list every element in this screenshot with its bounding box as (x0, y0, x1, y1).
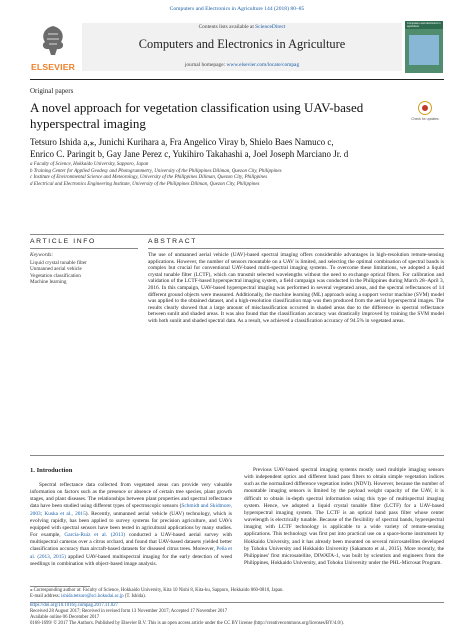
affiliation-b: b Training Center for Applied Geodesy and Photogrammetry, University of the Philippines Diliman, Quezon City, Philippines (30, 168, 282, 174)
check-for-updates-badge[interactable]: Check for updates (410, 101, 440, 129)
email-link[interactable]: ishida.tetsuro@sci.hokudai.ac.jp (61, 594, 124, 599)
abstract-end-divider (30, 455, 444, 456)
introduction-right-column: Previous UAV-based spectral imaging systems mostly used multiple imaging sensors with independent optics and different band pass filters to obtain simple vegetation indices such as the normalized difference vegetation index (NDVI). However, because the number of mountable imaging sensors is limited by the payload weight capacity of the UAV, it is difficult to obtain in-depth spectral information using this type of multispectral imaging system. Hence, we adopted a liquid crystal tunable filter (LCTF) for a UAV-based hyperspectral imaging system. The LCTF is an optical band pass filter whose center wavelength is electrically tunable. Because of the flexibility of spectral bands, hyperspectral imaging with LCTF technology is applicable to a wide variety of remote-sensing applications. This technology was first put into practical use on a space-borne instrument by Hokkaido University, and it has already been mounted on several microsatellites developed by Tohoku University and Hokkaido University (Sakamoto et al., 2015). More recently, the Philippines' first microsatellite, DIWATA-1, was built by scientists and engineers from the Philippines, Hokkaido University, and Tohoku University under the PHL-Microsat Program. (244, 467, 444, 567)
introduction-left-column (30, 482, 232, 568)
introduction-heading: 1. Introduction (30, 467, 73, 474)
intro-text-segment: Spectral reflectance data collected from vegetated areas can provide very valuable information on factors such as the presence or absence of certain tree species, plant growth stages, and plant diseases. The relationships between plant properties and spectral reflectance data have been studied using different types of spectroscopic sensors ( (30, 482, 232, 510)
affiliation-c: c Institute of Environmental Science and Meteorology, University of the Philippines Diliman, Quezon City, Philippines (30, 175, 268, 181)
journal-homepage: journal homepage: www.elsevier.com/locate/compag (184, 62, 300, 68)
authors-line-1: Tetsuro Ishida a,⁎, Junichi Kurihara a, Fra Angelico Viray b, Shielo Baes Namuco c, (30, 137, 334, 147)
journal-homepage-link[interactable]: www.elsevier.com/locate/compag (226, 62, 300, 68)
footnote-rule (30, 586, 90, 587)
elsevier-tree-icon (36, 22, 70, 56)
available-online: Available online 06 December 2017 (30, 615, 100, 620)
header-divider (30, 79, 444, 80)
affiliations (30, 162, 444, 188)
article-history (30, 603, 444, 627)
license-line: 0168-1699/ © 2017 The Authors. Published by Elsevier B.V. This is an open access article under the CC BY license (http://creativecommons.org/licenses/BY/4.0/). (30, 621, 345, 626)
authors-line-2: Enrico C. Paringit b, Gay Jane Perez c, Yukihiro Takahashi a, Joel Joseph Marciano Jr. d (30, 148, 349, 159)
cover-title: Computers and electronics in agriculture (407, 22, 441, 28)
article-title: A novel approach for vegetation classification using UAV-based hyperspectral imaging (30, 100, 364, 131)
abstract-rule (148, 248, 444, 249)
intro-text-segment: ). Recently, unmanned aerial vehicle (UAV) technology, which is evolving rapidly, has been applied to survey systems for precision agriculture, and UAVs equipped with spectral sensors have been tested in agricultural applications by many studies. For example, (30, 510, 232, 539)
citation-link[interactable]: García-Ruiz et al. (2013) (64, 532, 126, 539)
article-info-heading: ARTICLE INFO (30, 238, 96, 245)
section-divider (30, 234, 444, 235)
affiliation-d: d Electrical and Electronics Engineering Institute, University of the Philippines Diliman, Quezon City, Philippines (30, 181, 260, 187)
keyword: Vegetation classification (30, 272, 81, 279)
cover-image (409, 35, 439, 65)
article-type: Original papers (30, 87, 74, 95)
keyword: Unmanned aerial vehicle (30, 266, 82, 273)
keyword: Machine learning (30, 279, 67, 286)
keywords-list (30, 260, 87, 286)
journal-title: Computers and Electronics in Agriculture (138, 37, 346, 51)
contents-line: Contents lists available at ScienceDirect (198, 24, 286, 30)
publisher-name: ELSEVIER (30, 62, 76, 72)
abstract-heading: ABSTRACT (148, 238, 198, 245)
doi-link[interactable]: https://doi.org/10.1016/j.compag.2017.11.027 (30, 603, 118, 608)
citation-link[interactable]: Schmidt and Skidmore, 2003; Kuska et al., 2015 (30, 503, 232, 517)
author-list (30, 137, 444, 160)
footnotes (30, 588, 444, 600)
keyword: Liquid crystal tunable filter (30, 260, 87, 266)
affiliation-a: a Faculty of Science, Hokkaido University, Sapporo, Japan (30, 162, 149, 167)
journal-cover-thumbnail (405, 21, 443, 73)
elsevier-logo (30, 20, 76, 72)
article-info-rule (30, 248, 138, 249)
intro-text-segment: conducted a UAV-based aerial survey with multispectral cameras over a citrus orchard, and found that UAV-based datasets yielded better classification accuracy than aircraft-based datasets for diseased citrus trees. Moreover, (30, 532, 232, 553)
keywords-label: Keywords: (30, 252, 54, 258)
abstract-text: The use of unmanned aerial vehicle (UAV)-based spectral imaging offers considerable advantages in high-resolution remote-sensing applications. However, the number of sensors mountable on a UAV is limited, and selecting the optimal combination of spectral bands is complex but crucial for conventional UAV-based multi-spectral imaging systems. To overcome these limitations, we adopted a liquid crystal tunable filter (LCTF), which can transmit selected wavelengths without the need to exchange optical filters. For calibration and validation of the LCTF-based hyperspectral imaging system, a field campaign was conducted in the Philippines during March 28–April 3, 2016. In this campaign, UAV-based hyperspectral imaging was performed in several vegetated areas, and the spectral reflectances of 14 different ground objects were measured. Additionally, the machine learning (ML) approach using a support vector machine (SVM) model was applied to the obtained dataset, and a high-resolution classification map was then produced from the aerial hyperspectral images. The results clearly showed that a large amount of misclassification occurred in shaded areas due to the difference in spectral reflectance between sunlit and shaded areas. It was also found that the classification accuracy was drastically improved by training the SVM model with both sunlit and shaded spectral data. As a result, we achieved a classification accuracy of 94.5% in vegetated areas. (148, 252, 444, 324)
corresponding-author-note: ⁎ Corresponding author at: Faculty of Science, Hokkaido University, Kita 10 Nishi 8, Kita-ku, Sapporo, Hokkaido 060-0810, Japan. (30, 588, 284, 593)
email-line: E-mail address: ishida.tetsuro@sci.hokudai.ac.jp (T. Ishida). (30, 594, 146, 599)
received-dates: Received 28 August 2017; Received in revised form 13 November 2017; Accepted 17 November 2017 (30, 609, 228, 614)
citation-link[interactable]: Peña et al. (2013, 2015) (30, 546, 232, 560)
journal-citation-line: Computers and Electronics in Agriculture 144 (2018) 80–85 (169, 6, 305, 12)
intro-text-segment: applied UAV-based multispectral imaging for the early detection of weed seedlings in combination with object-based image analysis. (30, 553, 233, 567)
sciencedirect-link[interactable]: ScienceDirect (255, 24, 286, 30)
